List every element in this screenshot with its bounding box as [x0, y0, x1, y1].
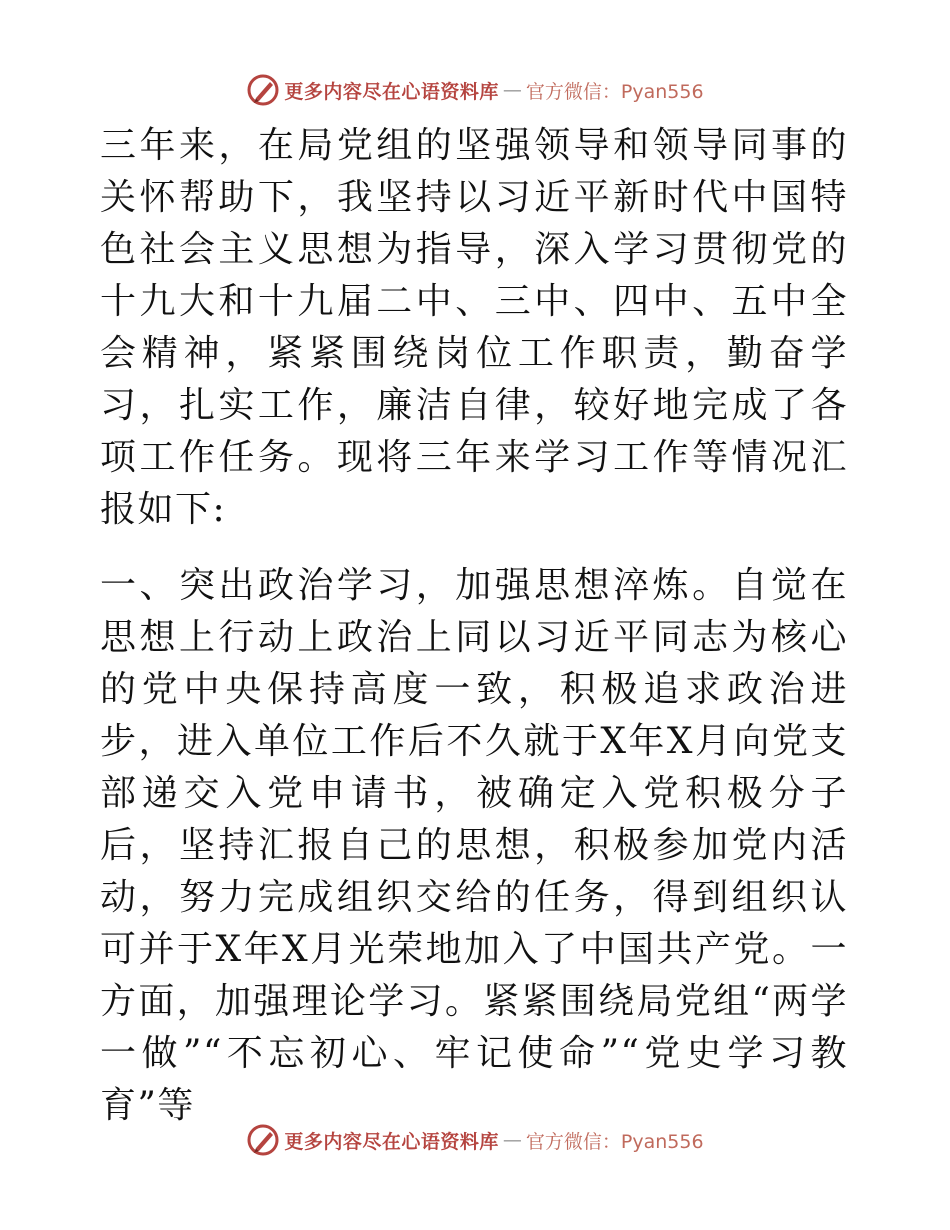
paragraph-section-one: 一、突出政治学习，加强思想淬炼。自觉在思想上行动上政治上同以习近平同志为核心的党中央保持高度一致，积极追求政治进步，进入单位工作后不久就于X年X月向党支部递交入党申请书，被确定入党积极分子后，坚持汇报自己的思想，积极参加党内活动，努力完成组织交给的任务，得到组织认可并于X年X月光荣地加入了中国共产党。一方面，加强理论学习。紧紧围绕局党组“两学一做”“不忘初心、牢记使命”“党史学习教育”等 [100, 565, 848, 1126]
watermark-brand-text: 更多内容尽在心语资料库 [284, 80, 499, 103]
watermark-contact-text: 官方微信：Pyan556 [525, 1130, 704, 1153]
footer-watermark [0, 1120, 950, 1160]
header-watermark [0, 70, 950, 110]
paragraph-intro: 三年来，在局党组的坚强领导和领导同事的关怀帮助下，我坚持以习近平新时代中国特色社会主义思想为指导，深入学习贯彻党的十九大和十九届二中、三中、四中、五中全会精神，紧紧围绕岗位工作职责，勤奋学习，扎实工作，廉洁自律，较好地完成了各项工作任务。现将三年来学习工作等情况汇报如下: [100, 125, 848, 530]
watermark-separator: — [502, 79, 522, 101]
watermark-brand-text: 更多内容尽在心语资料库 [284, 1130, 499, 1153]
pen-circle-logo-icon [246, 1123, 280, 1157]
watermark-contact-text: 官方微信：Pyan556 [525, 80, 704, 103]
document-body [100, 120, 848, 1132]
watermark-separator: — [502, 1129, 522, 1151]
pen-circle-logo-icon [246, 73, 280, 107]
